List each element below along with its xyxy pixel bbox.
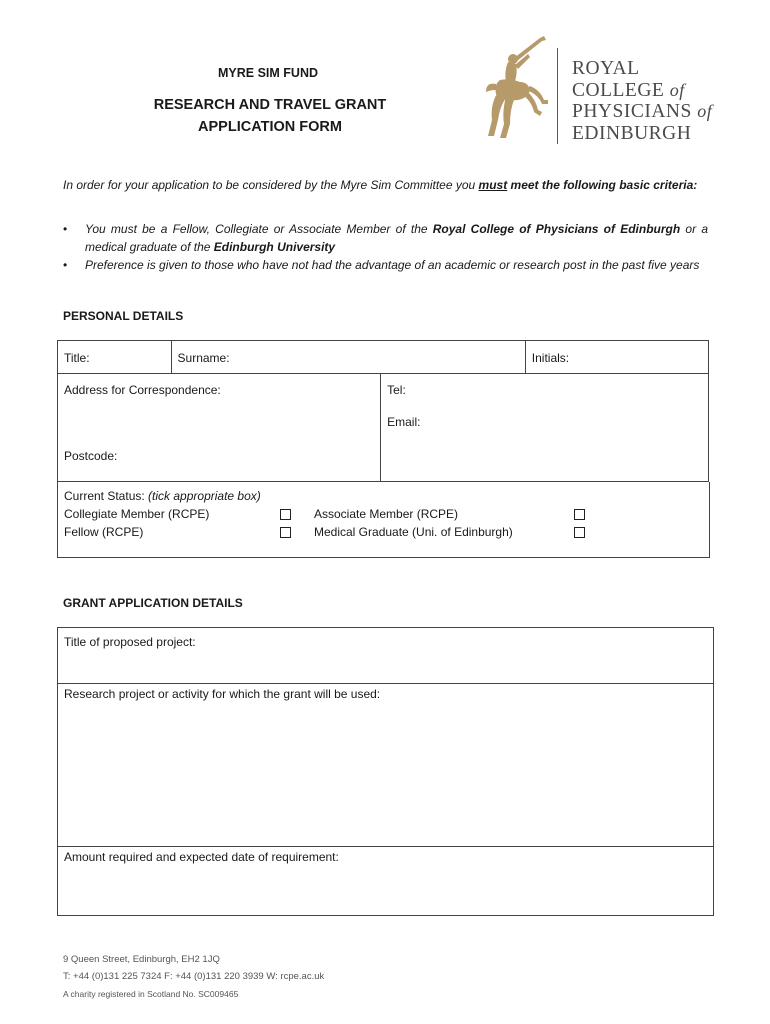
checkbox-graduate[interactable] [574, 527, 585, 538]
checkbox-associate[interactable] [574, 509, 585, 520]
option-fellow-label: Fellow (RCPE) [64, 525, 144, 539]
option-graduate-label: Medical Graduate (Uni. of Edinburgh) [314, 525, 513, 539]
title-field[interactable] [58, 341, 172, 374]
criteria-list [63, 220, 708, 274]
footer-address: 9 Queen Street, Edinburgh, EH2 1JQ [63, 954, 220, 965]
initials-field[interactable] [525, 341, 708, 374]
current-status-box [57, 482, 710, 558]
address-field[interactable] [58, 374, 381, 482]
form-title-line1: RESEARCH AND TRAVEL GRANT [153, 97, 387, 113]
personal-row-contact [57, 374, 709, 482]
logo-line-physicians: PHYSICIANS of [572, 101, 713, 122]
criteria-item: • Preference is given to those who have not had the advantage of an academic or research post in the past five years [63, 258, 700, 272]
logo-line-royal: ROYAL [572, 58, 640, 79]
trumpeting-centaur-icon [484, 32, 552, 144]
title-label: Title: [64, 351, 90, 365]
footer-charity: A charity registered in Scotland No. SC009465 [63, 989, 239, 999]
personal-row-names [57, 340, 709, 374]
email-label: Email: [387, 415, 421, 429]
grant-details-heading: GRANT APPLICATION DETAILS [63, 596, 243, 610]
amount-field[interactable] [58, 847, 714, 916]
fund-name: MYRE SIM FUND [218, 66, 318, 80]
amount-label: Amount required and expected date of requirement: [64, 850, 339, 864]
form-title [120, 94, 420, 138]
project-title-label: Title of proposed project: [64, 635, 196, 649]
form-title-line2: APPLICATION FORM [198, 119, 342, 135]
must-emphasis: must [478, 178, 508, 192]
activity-field[interactable] [58, 684, 714, 847]
checkbox-fellow[interactable] [280, 527, 291, 538]
logo-line-college: COLLEGE of [572, 79, 685, 101]
tel-label: Tel: [387, 383, 406, 397]
footer-contact: T: +44 (0)131 225 7324 F: +44 (0)131 220 3939 W: rcpe.ac.uk [63, 971, 325, 982]
initials-label: Initials: [531, 351, 570, 365]
criteria-item: • You must be a Fellow, Collegiate or Associate Member of the Royal College of Physicians of Edinburgh or a medical graduate of the Edinburgh University [63, 222, 708, 254]
status-label: Current Status: (tick appropriate box) [64, 489, 261, 503]
surname-field[interactable] [171, 341, 525, 374]
tel-email-field[interactable] [381, 374, 709, 482]
surname-label: Surname: [177, 351, 230, 365]
personal-details-heading: PERSONAL DETAILS [63, 309, 184, 323]
bullet-icon: • [63, 222, 68, 236]
activity-label: Research project or activity for which the grant will be used: [64, 687, 381, 701]
option-collegiate-label: Collegiate Member (RCPE) [64, 507, 210, 521]
eligibility-intro: In order for your application to be considered by the Myre Sim Committee you must meet the following basic criteria: [63, 178, 698, 192]
bullet-icon: • [63, 258, 68, 272]
college-logo-wordmark [572, 58, 712, 144]
option-associate-label: Associate Member (RCPE) [314, 507, 459, 521]
checkbox-collegiate[interactable] [280, 509, 291, 520]
logo-line-edinburgh: EDINBURGH [572, 122, 692, 144]
project-title-field[interactable] [58, 628, 714, 684]
logo-divider [557, 48, 558, 144]
address-label: Address for Correspondence: [64, 383, 221, 397]
grant-details-table [57, 627, 714, 916]
postcode-label: Postcode: [64, 449, 118, 463]
